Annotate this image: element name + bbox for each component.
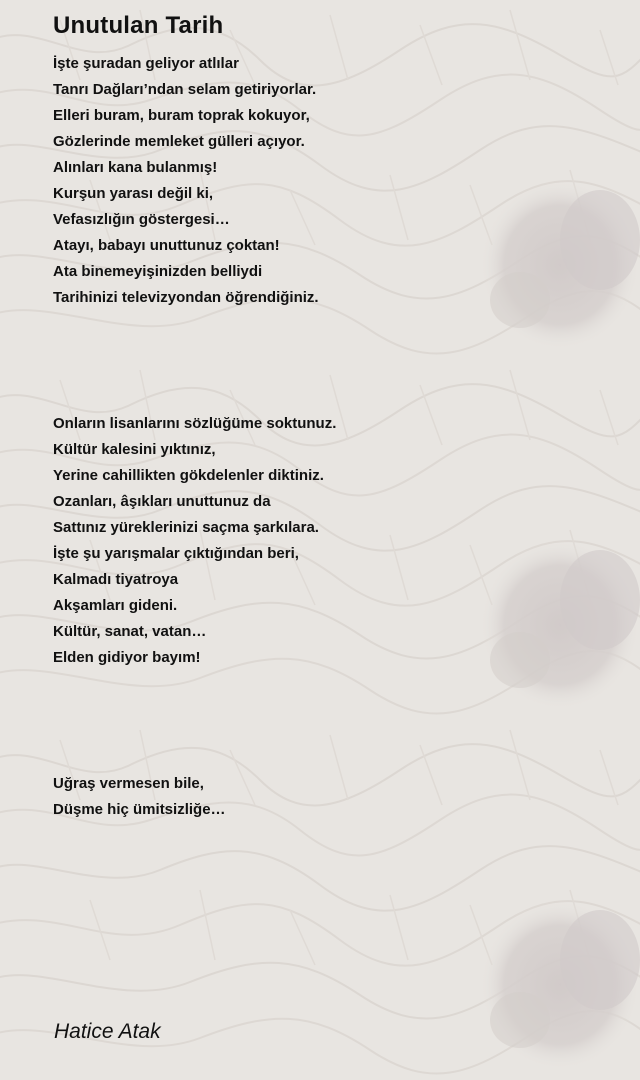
poem-line: Gözlerinde memleket gülleri açıyor. bbox=[53, 133, 305, 150]
poem-line: Ozanları, âşıkları unuttunuz da bbox=[53, 493, 271, 510]
poem-line: Atayı, babayı unuttunuz çoktan! bbox=[53, 237, 280, 254]
poem-line: Onların lisanlarını sözlüğüme soktunuz. bbox=[53, 415, 337, 432]
poem-line: Ata binemeyişinizden belliydi bbox=[53, 263, 263, 280]
stanza-2 bbox=[53, 411, 336, 671]
poem-title: Unutulan Tarih bbox=[53, 12, 224, 39]
poem-line: Kültür kalesini yıktınız, bbox=[53, 441, 216, 458]
stanza-3 bbox=[53, 771, 226, 823]
poem-line: Kalmadı tiyatroya bbox=[53, 571, 179, 588]
poem-line: Elleri buram, buram toprak kokuyor, bbox=[53, 107, 310, 124]
poem-line: İşte şu yarışmalar çıktığından beri, bbox=[53, 545, 299, 562]
poem-line: Akşamları gideni. bbox=[53, 597, 178, 614]
stanza-1 bbox=[53, 51, 319, 311]
poem-line: Yerine cahillikten gökdelenler diktiniz. bbox=[53, 467, 324, 484]
poem-line: Kültür, sanat, vatan… bbox=[53, 623, 207, 640]
poem-line: Elden gidiyor bayım! bbox=[53, 649, 201, 666]
poem-author: Hatice Atak bbox=[54, 1020, 161, 1043]
poem-line: Kurşun yarası değil ki, bbox=[53, 185, 214, 202]
poem-line: Tarihinizi televizyondan öğrendiğiniz. bbox=[53, 289, 319, 306]
poem-line: Tanrı Dağları’ndan selam getiriyorlar. bbox=[53, 81, 317, 98]
poem-line: Alınları kana bulanmış! bbox=[53, 159, 218, 176]
poem-line: Sattınız yüreklerinizi saçma şarkılara. bbox=[53, 519, 319, 536]
poem-line: İşte şuradan geliyor atlılar bbox=[53, 55, 239, 72]
poem-line: Düşme hiç ümitsizliğe… bbox=[53, 801, 226, 818]
poem-line: Vefasızlığın göstergesi… bbox=[53, 211, 230, 228]
poem-line: Uğraş vermesen bile, bbox=[53, 775, 204, 792]
